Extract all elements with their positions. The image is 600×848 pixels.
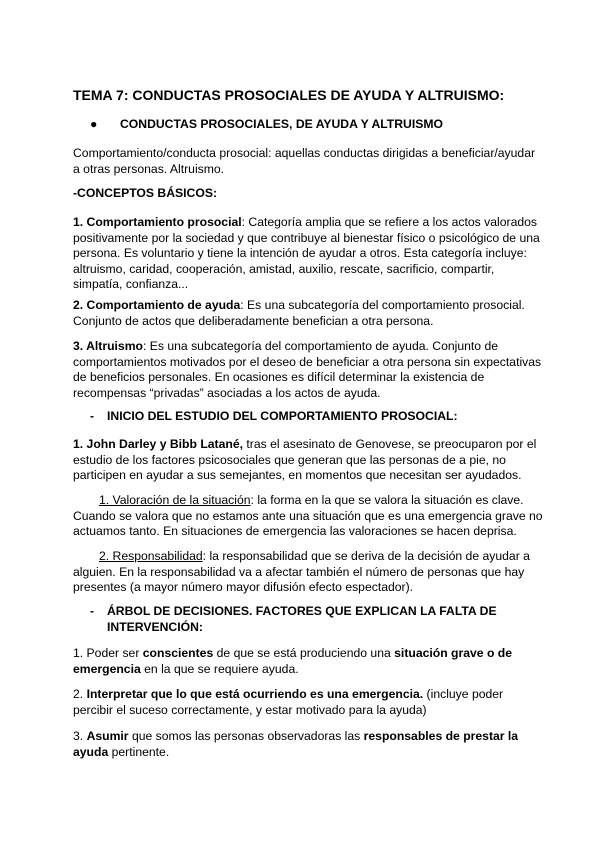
step-emphasis: Asumir bbox=[86, 729, 129, 743]
authors-lead: 1. John Darley y Bibb Latané, bbox=[73, 437, 243, 451]
step-text: 1. Poder ser bbox=[73, 646, 143, 660]
step-text: 3. bbox=[73, 729, 87, 743]
step-emphasis: situación grave o de emergencia bbox=[73, 646, 513, 676]
concept-paragraph-prosocial bbox=[73, 215, 543, 293]
step-paragraph-3 bbox=[73, 729, 543, 760]
factor-text: : la forma en la que se valora la situación es clave. Cuando se valora que no estamos ante una situación que es una emergencia grave no actuamos tanto. En situaciones de emergencia las valoraciones se hacen deprisa. bbox=[73, 493, 543, 538]
concepts-heading: -CONCEPTOS BÁSICOS: bbox=[73, 186, 218, 200]
concept-term: 1. Comportamiento prosocial bbox=[73, 215, 242, 229]
factor-paragraph-responsabilidad bbox=[73, 549, 543, 596]
document-title: TEMA 7: CONDUCTAS PROSOCIALES DE AYUDA Y ALTRUISMO: bbox=[73, 87, 505, 103]
step-emphasis: Interpretar que lo que está ocurriendo es una emergencia. bbox=[86, 687, 424, 701]
definition-paragraph: Comportamiento/conducta prosocial: aquellas conductas dirigidas a beneficiar/ayudar a otras personas. Altruismo. bbox=[73, 146, 536, 176]
bullet-icon: ● bbox=[90, 117, 98, 131]
darley-latane-paragraph bbox=[73, 437, 543, 484]
section-heading-text: INICIO DEL ESTUDIO DEL COMPORTAMIENTO PROSOCIAL: bbox=[107, 409, 458, 423]
section-heading-text: CONDUCTAS PROSOCIALES, DE AYUDA Y ALTRUISMO bbox=[120, 117, 443, 131]
concept-term: 2. Comportamiento de ayuda bbox=[73, 298, 241, 312]
factor-label: 1. Valoración de la situación bbox=[99, 493, 251, 507]
dash-marker: - bbox=[90, 604, 95, 618]
factor-label: 2. Responsabilidad bbox=[99, 549, 203, 563]
concept-text: : Es una subcategoría del comportamiento de ayuda. Conjunto de comportamientos motivados por el deseo de beneficiar a otra persona sin expectativas de beneficios personales. En ocasiones es difícil determinar la existencia de recompensas “privadas” asociadas a los actos de ayuda. bbox=[73, 339, 542, 400]
step-text: de que se está produciendo una bbox=[213, 646, 395, 660]
step-text: que somos las personas observadoras las bbox=[128, 729, 364, 743]
dash-marker: - bbox=[90, 409, 95, 423]
factor-paragraph-valoracion bbox=[73, 493, 543, 540]
step-text: pertinente. bbox=[108, 744, 170, 759]
section-heading-text: ÁRBOL DE DECISIONES. FACTORES QUE EXPLICAN LA FALTA DE INTERVENCIÓN: bbox=[107, 604, 497, 634]
step-emphasis: conscientes bbox=[142, 646, 214, 660]
authors-text: tras el asesinato de Genovese, se preocuparon por el estudio de los factores psicosociales que generan que las personas de a pie, no participen en ayudar a sus semejantes, en momentos que necesitan ser ayudados. bbox=[73, 437, 537, 482]
step-text: (incluye poder percibir el suceso correctamente, y estar motivado para la ayuda) bbox=[73, 687, 504, 717]
concept-paragraph-ayuda bbox=[73, 298, 543, 329]
step-text: 2. bbox=[73, 687, 87, 701]
concept-paragraph-altruismo bbox=[73, 339, 543, 401]
concept-term: 3. Altruismo bbox=[73, 339, 143, 353]
step-emphasis: responsables de prestar la ayuda bbox=[73, 729, 519, 759]
step-paragraph-1 bbox=[73, 646, 543, 677]
step-text: en la que se requiere ayuda. bbox=[140, 661, 299, 676]
step-paragraph-2 bbox=[73, 687, 543, 718]
factor-text: : la responsabilidad que se deriva de la decisión de ayudar a alguien. En la responsabilidad va a afectar también el número de personas que hay presentes (a mayor número mayor difusión efecto espectador). bbox=[73, 549, 530, 594]
concept-text: : Categoría amplia que se refiere a los actos valorados positivamente por la sociedad y que contribuye al bienestar físico o psicológico de una persona. Es voluntario y tiene la intención de ayudar a otros. Esta categoría incluye: altruismo, caridad, cooperación, amistad, auxilio, rescate, sacrificio, compartir, simpatía, confianza... bbox=[73, 215, 540, 291]
concept-text: : Es una subcategoría del comportamiento prosocial. Conjunto de actos que deliberadamente benefician a otra persona. bbox=[73, 298, 525, 328]
